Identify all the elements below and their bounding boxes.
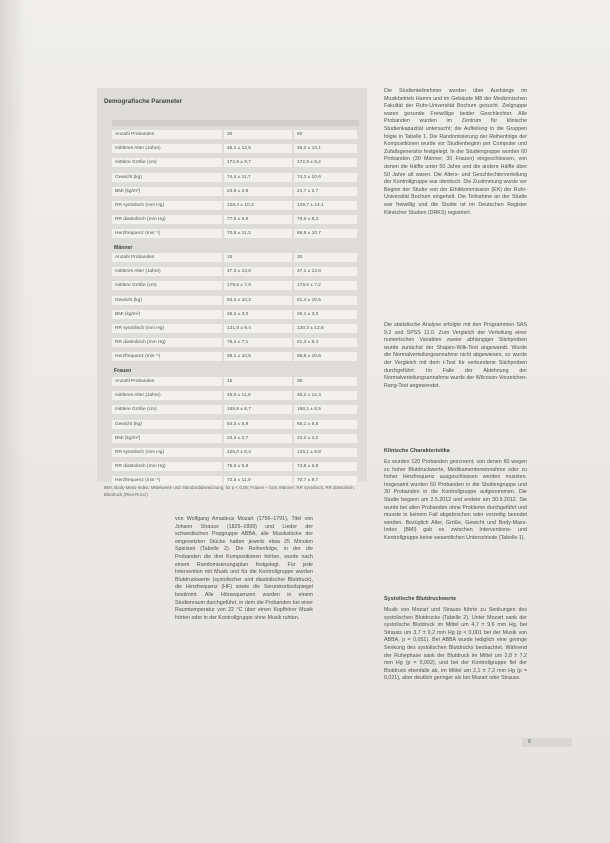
paragraph: Die Studienteilnehmer wurden über Aushänge im Musikbetrieb Hamm und im Gebäude M8 der Medizinischen Fakultät der Ruhr-Universität Bochum gesucht. Zielgruppe waren gesunde Freiwillige beider Geschlechter. Alle Probanden wurden im Zentrum für klinische Studienkapazität untersucht; die Aufteilung in die Gruppen folgte in Tabelle 1. Die Randomisierung der Reihenfolge der Kompositionen wurde vor Studienbeginn per Computer und Zufallsgenerator festgelegt. In der Studiengruppe wurden 60 Probanden (30 Männer, 30 Frauen) eingeschlossen, von denen die Hälfte unter 50 Jahre und die andere Hälfte über 50 Jahre alt waren. Die Alters- und Geschlechterverteilung der Kontrollgruppe war identisch. Die Zustimmung wurde vor Beginn der Studie von der Ethikkommission (EK) der Ruhr-Universität Bochum eingeholt. Die Teilnahme an der Studie war freiwillig und die Studie ist im Deutschen Register Klinischer Studien (DRKS) registriert.: [384, 88, 527, 216]
row-label: Anzahl Probanden: [112, 253, 222, 262]
value-control: 65,1 ± 8,5: [294, 420, 357, 429]
page-number: 8: [528, 739, 531, 745]
row-label: Herzfrequenz (min⁻¹): [112, 352, 222, 361]
row-label: Anzahl Probanden: [112, 377, 222, 386]
value-control: 46,2 ± 13,1: [294, 144, 357, 153]
value-music: 46,1 ± 12,5: [224, 144, 292, 153]
table-row: [112, 391, 359, 400]
text-block-systolic: [384, 607, 527, 683]
paragraph: Es wurden 120 Probanden gescreent, von denen 60 wegen zu hoher Blutdruckwerte, Medikamenteneinnahme oder zu hoher Herzfrequenz ausgeschlossen werden mussten. Insgesamt wurden 60 Probanden in die Studiengruppe und 30 Probanden in die Kontrollgruppe aufgenommen. Die Studie begann am 2.5.2012 und endete am 30.9.2012. Sie wurde bei allen Probanden ohne Probleme durchgeführt und musste in keinem Fall abgebrochen oder vorzeitig beendet werden. Bezüglich Alter, Größe, Gewicht und Body-Mass-Index (BMI) gab es zwischen Interventions- und Kontrollgruppe keine wesentlichen Unterschiede (Tabelle 1).: [384, 459, 527, 541]
value-music: 74,4 ± 11,7: [224, 173, 292, 182]
value-control: 81,3 ± 8,4: [294, 338, 357, 347]
table-row: [112, 338, 359, 347]
table-row: [112, 130, 359, 139]
value-music: 47,3 ± 13,6: [224, 267, 292, 276]
text-block-statistics: [384, 322, 527, 390]
row-label: Gewicht (kg): [112, 296, 222, 305]
row-label: RR diastolisch (mm Hg): [112, 215, 222, 224]
value-control: 68,8 ± 10,6: [294, 352, 357, 361]
value-music: 172,9 ± 9,7: [224, 158, 292, 167]
value-control: 172,9 ± 9,2: [294, 158, 357, 167]
table-header-bar: [112, 120, 359, 126]
table-row: [112, 158, 359, 167]
subhead-clinical: Klinische Charakteristika: [384, 448, 450, 454]
text-block-methods: [175, 516, 313, 622]
row-label: mittlere Größe (cm): [112, 158, 222, 167]
value-music: 26,2 ± 3,0: [224, 310, 292, 319]
table-row: [112, 352, 359, 361]
row-label: Gewicht (kg): [112, 420, 222, 429]
row-label: RR systolisch (mm Hg): [112, 324, 222, 333]
row-label: mittlere Größe (cm): [112, 281, 222, 290]
row-label: Herzfrequenz (min⁻¹): [112, 476, 222, 485]
row-label: BMI (kg/m²): [112, 434, 222, 443]
value-control: 130,3 ± 12,6: [294, 324, 357, 333]
value-control: 166,1 ± 6,5: [294, 405, 357, 414]
value-control: 24,7 ± 2,7: [294, 187, 357, 196]
value-control: 74,3 ± 10,6: [294, 173, 357, 182]
value-music: 79,4 ± 7,1: [224, 338, 292, 347]
value-music: 64,3 ± 5,9: [224, 420, 292, 429]
value-music: 15: [224, 377, 292, 386]
table-title: Demografische Parameter: [104, 98, 183, 105]
value-control: 45,2 ± 12,4: [294, 391, 357, 400]
value-control: 30: [294, 377, 357, 386]
row-label: mittleres Alter (Jahre): [112, 391, 222, 400]
value-music: 23,3 ± 2,7: [224, 434, 292, 443]
table-footnote: BMI, Body-Mass-Index; Mittelwerte und Standardabweichung; für p < 0,05; Frauen – bzw. Männer; RR systolisch, RR diastolisch; Blutdruck (Riva-Rocci): [104, 485, 355, 497]
table-row: [112, 405, 359, 414]
value-music: 125,0 ± 8,4: [224, 448, 292, 457]
value-music: 165,9 ± 6,7: [224, 405, 292, 414]
value-control: 129,1 ± 9,8: [294, 448, 357, 457]
paragraph: Musik von Mozart und Strauss führte zu Senkungen des systolischen Blutdrucks (Tabelle 2). Unter Mozart sank der systolische Blutdruck im Mittel um 4,7 ± 9,6 mm Hg, bei Strauss um 3,7 ± 9,2 mm Hg (p < 0,001 bei der Musik von ABBA, p = 0,051). Bei ABBA wurde lediglich eine geringe Senkung des systolischen Blutdrucks beobachtet. Während der Ruhephase sank der Blutdruck im Mittel um 2,8 ± 7,2 mm Hg (p = 0,002), und bei der Kontrollgruppe fiel der Blutdruck ebenfalls ab, im Mittel um 2,1 ± 7,2 mm Hg (p = 0,021), aber deutlich geringer als bei Mozart oder Strauss.: [384, 607, 527, 682]
value-control: 74,8 ± 6,8: [294, 462, 357, 471]
subhead-systolic: Systolische Blutdruckwerte: [384, 596, 457, 602]
section-men: Männer: [114, 245, 133, 251]
table-row: [112, 253, 359, 262]
table-row: [112, 201, 359, 210]
table-row: [112, 448, 359, 457]
value-music: 128,4 ± 10,3: [224, 201, 292, 210]
row-label: RR systolisch (mm Hg): [112, 201, 222, 210]
value-control: 30: [294, 253, 357, 262]
paragraph: von Wolfgang Amadeus Mozart (1756–1791), Titel von Johann Strauss (1825–1899) und Lieder der schwedischen Popgruppe ABBA, alle Musikstücke der eingesetzten Stücke hatten jeweils etwa 25 Minuten Spielzeit (Tabelle 2). Die Reihenfolge, in der die Probanden die drei Kompositionen hörten, wurde nach einem Randomisierungsplan festgelegt. Für jede Intervention mit Musik und für die Kontrollgruppe wurden Blutdruckwerte (systolischer und diastolischer Blutdruck), die Herzfrequenz (HF) sowie die Serumkortisolspiegel bestimmt. Alle Hörsequenzen wurden in einem Studienraum durchgeführt, in dem die Probanden bei einer Raumtemperatur von 22 °C über einen Kopfhörer Musik hörten oder in der Kontrollgruppe ohne Musik ruhten.: [175, 516, 313, 621]
value-music: 131,8 ± 9,4: [224, 324, 292, 333]
table-row: [112, 434, 359, 443]
section-women: Frauen: [114, 368, 132, 374]
row-label: mittleres Alter (Jahre): [112, 144, 222, 153]
text-block-intro: [384, 88, 527, 217]
value-control: 70,7 ± 8,7: [294, 476, 357, 485]
row-label: RR diastolisch (mm Hg): [112, 338, 222, 347]
value-control: 129,7 ± 14,1: [294, 201, 357, 210]
page-edge-shadow: [0, 0, 26, 843]
text-block-clinical: [384, 459, 527, 543]
value-control: 179,6 ± 7,2: [294, 281, 357, 290]
row-label: Herzfrequenz (min⁻¹): [112, 229, 222, 238]
table-row: [112, 281, 359, 290]
row-label: RR diastolisch (mm Hg): [112, 462, 222, 471]
value-control: 47,1 ± 13,8: [294, 267, 357, 276]
row-label: BMI (kg/m²): [112, 310, 222, 319]
value-control: 79,6 ± 8,3: [294, 215, 357, 224]
table-row: [112, 420, 359, 429]
row-label: Anzahl Probanden: [112, 130, 222, 139]
table-row: [112, 229, 359, 238]
row-label: BMI (kg/m²): [112, 187, 222, 196]
value-music: 75,6 ± 5,9: [224, 462, 292, 471]
table-row: [112, 187, 359, 196]
table-row: [112, 324, 359, 333]
value-control: 26,1 ± 3,0: [294, 310, 357, 319]
value-control: 60: [294, 130, 357, 139]
table-row: [112, 215, 359, 224]
table-row: [112, 144, 359, 153]
table-row: [112, 310, 359, 319]
value-music: 69,1 ± 10,5: [224, 352, 292, 361]
value-music: 70,8 ± 11,3: [224, 229, 292, 238]
value-music: 77,5 ± 6,8: [224, 215, 292, 224]
table-row: [112, 377, 359, 386]
table-row: [112, 173, 359, 182]
value-control: 69,8 ± 10,7: [294, 229, 357, 238]
value-control: 81,4 ± 10,5: [294, 296, 357, 305]
value-music: 179,6 ± 7,8: [224, 281, 292, 290]
value-music: 84,4 ± 10,2: [224, 296, 292, 305]
value-music: 24,8 ± 2,8: [224, 187, 292, 196]
table-row: [112, 462, 359, 471]
row-label: Gewicht (kg): [112, 173, 222, 182]
value-music: 15: [224, 253, 292, 262]
paragraph: Die statistische Analyse erfolgte mit den Programmen SAS 9.2 und SPSS 11.0. Zum Vergleich der Verteilung einer numerischen Variablen zweier abhängiger Stichproben wurde zunächst der Shapiro-Wilk-Test angewandt. Wurde die Normalverteilungsannahme nicht abgewiesen, so wurde der Vergleich mit dem t-Test für verbundene Stichproben durchgeführt. Im Falle der Ablehnung der Normalverteilungsannahme wurde der Wilcoxon-Vorzeichen-Rang-Test angewendet.: [384, 322, 527, 389]
row-label: RR systolisch (mm Hg): [112, 448, 222, 457]
row-label: mittlere Größe (cm): [112, 405, 222, 414]
value-music: 72,5 ± 11,9: [224, 476, 292, 485]
value-music: 30: [224, 130, 292, 139]
row-label: mittleres Alter (Jahre): [112, 267, 222, 276]
value-music: 45,0 ± 11,6: [224, 391, 292, 400]
value-control: 23,2 ± 2,2: [294, 434, 357, 443]
table-row: [112, 267, 359, 276]
table-row: [112, 296, 359, 305]
